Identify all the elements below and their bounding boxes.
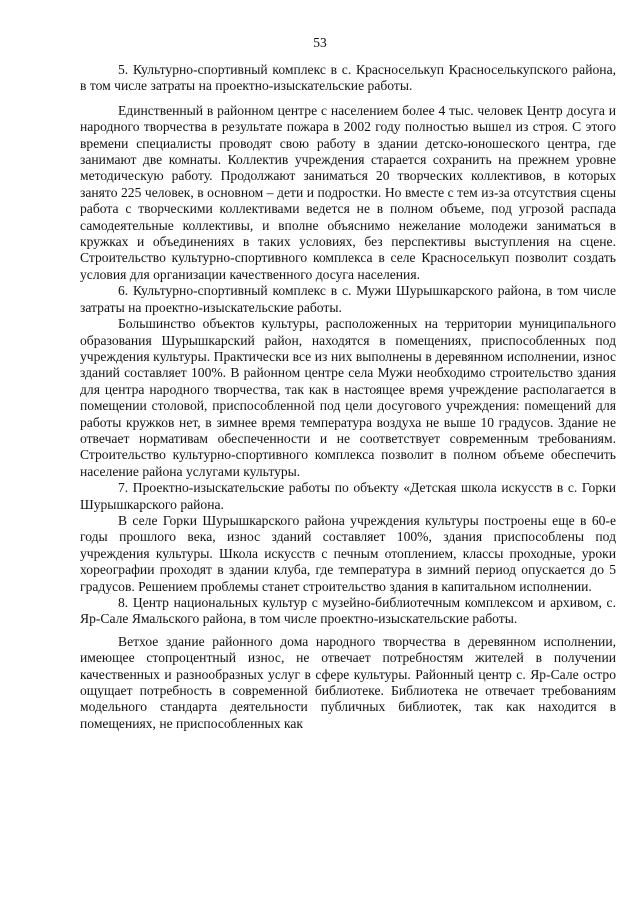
- section-heading-6: 6. Культурно-спортивный комплекс в с. Мужи Шурышкарского района, в том числе затраты на проектно-изыскательские работы.: [80, 283, 616, 315]
- paragraph-section-8: Ветхое здание районного дома народного творчества в деревянном исполнении, имеющее стопроцентный износ, не отвечает потребностям жителей в получении качественных и разнообразных услуг в сфере культуры. Районный центр с. Яр-Сале остро ощущает потребность в современной библиотеке. Библиотека не отвечает требованиям модельного стандарта деятельности публичных библиотек, так как находится в помещениях, не приспособленных как: [80, 633, 616, 731]
- paragraph-section-5: Единственный в районном центре с населением более 4 тыс. человек Центр досуга и народного творчества в результате пожара в 2002 году полностью вышел из строя. С этого времени специалисты проводят свою работу в здании детско-юношеского центра, где занимают две комнаты. Коллектив учреждения старается сохранить на прежнем уровне методическую работу. Продолжают заниматься 20 творческих коллективов, в которых занято 225 человек, в основном – дети и подростки. Но вместе с тем из-за отсутствия сцены работа с творческими коллективами ведется не в полном объеме, под угрозой распада самодеятельные коллективы, и вполне объяснимо нежелание молодежи заниматься в кружках и объединениях в таких условиях, без перспективы выступления на сцене. Строительство культурно-спортивного комплекса в селе Красноселькуп позволит создать условия для организации качественного досуга населения.: [80, 102, 616, 282]
- section-heading-7: 7. Проектно-изыскательские работы по объекту «Детская школа искусств в с. Горки Шурышкарского района.: [80, 480, 616, 512]
- section-heading-5: 5. Культурно-спортивный комплекс в с. Красноселькуп Красноселькупского района, в том числе затраты на проектно-изыскательские работы.: [80, 62, 616, 94]
- paragraph-section-6: Большинство объектов культуры, расположенных на территории муниципального образования Шурышкарский район, находятся в помещениях, приспособленных под учреждения культуры. Практически все из них выполнены в деревянном исполнении, износ зданий составляет 100%. В районном центре села Мужи необходимо строительство здания для центра народного творчества, так как в настоящее время учреждение располагается в помещении столовой, приспособленной под цели досугового учреждения: помещений для работы кружков нет, в зимнее время температура воздуха не выше 10 градусов. Здание не отвечает нормативам обеспеченности и не соответствует современным требованиям. Строительство культурно-спортивного комплекса позволит в полном объеме обеспечить население района услугами культуры.: [80, 316, 616, 479]
- page-number: 53: [313, 35, 327, 50]
- section-heading-8: 8. Центр национальных культур с музейно-библиотечным комплексом и архивом, с. Яр-Сале Ямальского района, в том числе проектно-изыскательские работы.: [80, 595, 616, 627]
- paragraph-section-7: В селе Горки Шурышкарского района учреждения культуры построены еще в 60-е годы прошлого века, износ зданий составляет 100%, здания приспособлены под учреждения культуры. Школа искусств с печным отоплением, классы проходные, уроки хореографии проходят в здании клуба, где температура в зимний период опускается до 5 градусов. Решением проблемы станет строительство здания в капитальном исполнении.: [80, 512, 616, 594]
- document-body: [80, 62, 616, 732]
